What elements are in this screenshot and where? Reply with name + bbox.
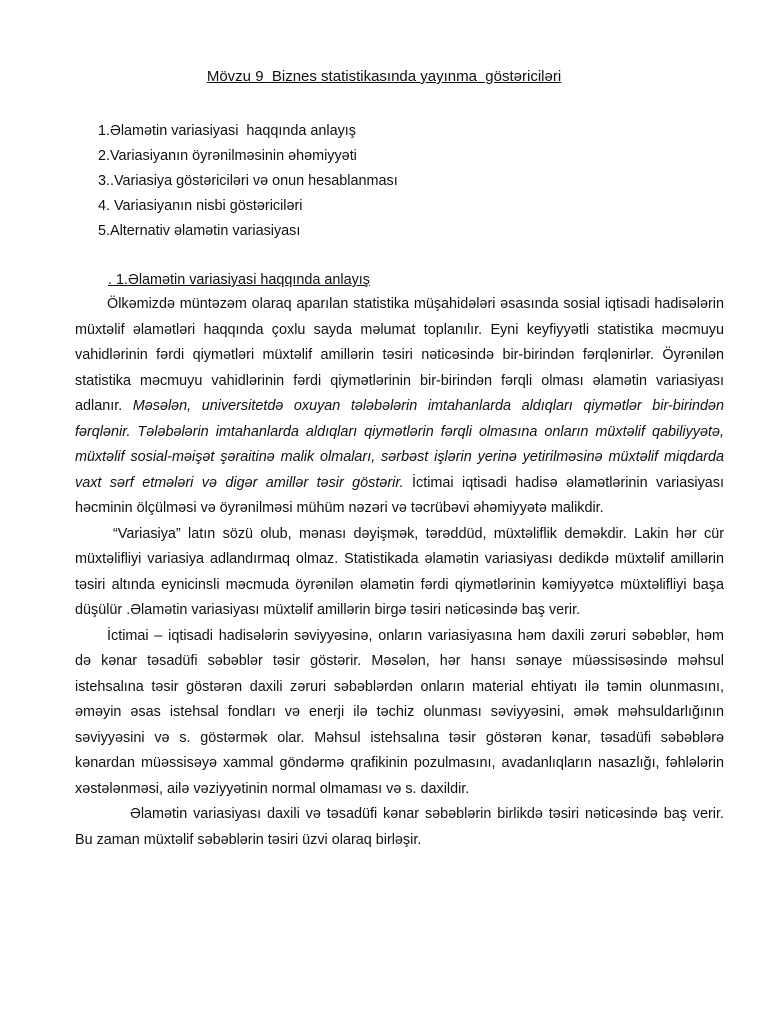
paragraph: [75, 292, 724, 522]
outline-item: 1.Əlamətin variasiyasi haqqında anlayış: [98, 123, 357, 139]
section-heading: . 1.Əlamətin variasiyasi haqqında anlayış: [108, 272, 371, 288]
body-text: [75, 292, 724, 853]
outline-item: 5.Alternativ əlamətin variasiyası: [98, 223, 301, 239]
outline-item: 4. Variasiyanın nisbi göstəriciləri: [98, 198, 303, 214]
paragraph: İctimai – iqtisadi hadisələrin səviyyəsinə, onların variasiyasına həm daxili zəruri səbəblər, həm də kənar təsadüfi səbəblər təsir göstərir. Məsələn, hər hansı sənaye müəssisəsində məhsul istehsalına təsir göstərən daxili zəruri səbəblərdən onların material ehtiyatı ilə təmin olunmasını, əməyin əsas istehsal fondları və enerji ilə təchiz olunması səviyyəsini, əmək məhsuldarlığının səviyyəsini və s. göstərmək olar. Məhsul istehsalına təsir göstərən kənar, təsadüfi səbəblərə kənardan müəssisəyə xammal göndərmə qrafikinin pozulmasını, avadanlıqların nasazlığı, fəhlələrin xəstələnməsi, ailə vəziyyətinin normal olmaması və s. daxildir.: [75, 627, 724, 797]
document-title: Mövzu 9 Biznes statistikasında yayınma göstəriciləri: [206, 68, 562, 85]
outline-item: 3..Variasiya göstəriciləri və onun hesablanması: [98, 173, 398, 189]
topic-outline: [98, 119, 398, 244]
paragraph-example-italic: Məsələn, universitetdə oxuyan tələbələrin imtahanlarda aldıqları qiymətlər bir-birindən fərqlənir. Tələbələrin imtahanlarda aldıqları qiymətlərin fərqli olmasına onların müxtəlif qabiliyyətə, müxtəlif sosial-məişət şəraitinə malik olmaları, sərbəst işlərin yerinə yetirilməsinə müxtəlif miqdarda vaxt sərf etmələri və digər amillər təsir göstərir.: [75, 398, 725, 491]
paragraph: “Variasiya” latın sözü olub, mənası dəyişmək, tərəddüd, müxtəliflik deməkdir. Lakin hər cür müxtəlifliyi variasiya adlandırmaq olmaz. Statistikada əlamətin variasiyası dedikdə müxtəlif amillərin təsiri altında eynicinsli məcmuda öyrənilən əlamətin fərdi qiymətlərinin kəmiyyətcə müxtəlifliyi başa düşülür .Əlamətin variasiyası müxtəlif amillərin birgə təsiri nəticəsində baş verir.: [75, 525, 724, 618]
outline-item: 2.Variasiyanın öyrənilməsinin əhəmiyyəti: [98, 148, 357, 164]
paragraph-text: Ölkəmizdə müntəzəm olaraq aparılan statistika müşahidələri əsasında sosial iqtisadi hadisələrin müxtəlif əlamətləri haqqında çoxlu sayda məlumat toplanılır. Eyni keyfiyyətli statistika məcmuyu vahidlərinin fərdi qiymətləri müxtəlif amillərin təsiri nəticəsində bir-birindən fərqlənirlər. Öyrənilən statistika məcmuyu vahidlərinin fərdi qiymətlərinin bir-birindən fərqli olması əlamətin variasiyası adlanır.: [75, 296, 724, 414]
paragraph-text: İctimai iqtisadi hadisə əlamətlərinin variasiyası həcminin ölçülməsi və öyrənilməsi mühüm nəzəri və təcrübəvi əhəmiyyətə malikdir.: [75, 474, 724, 516]
paragraph: Əlamətin variasiyası daxili və təsadüfi kənar səbəblərin birlikdə təsiri nəticəsində baş verir. Bu zaman müxtəlif səbəblərin təsiri üzvi olaraq birləşir.: [75, 806, 724, 848]
